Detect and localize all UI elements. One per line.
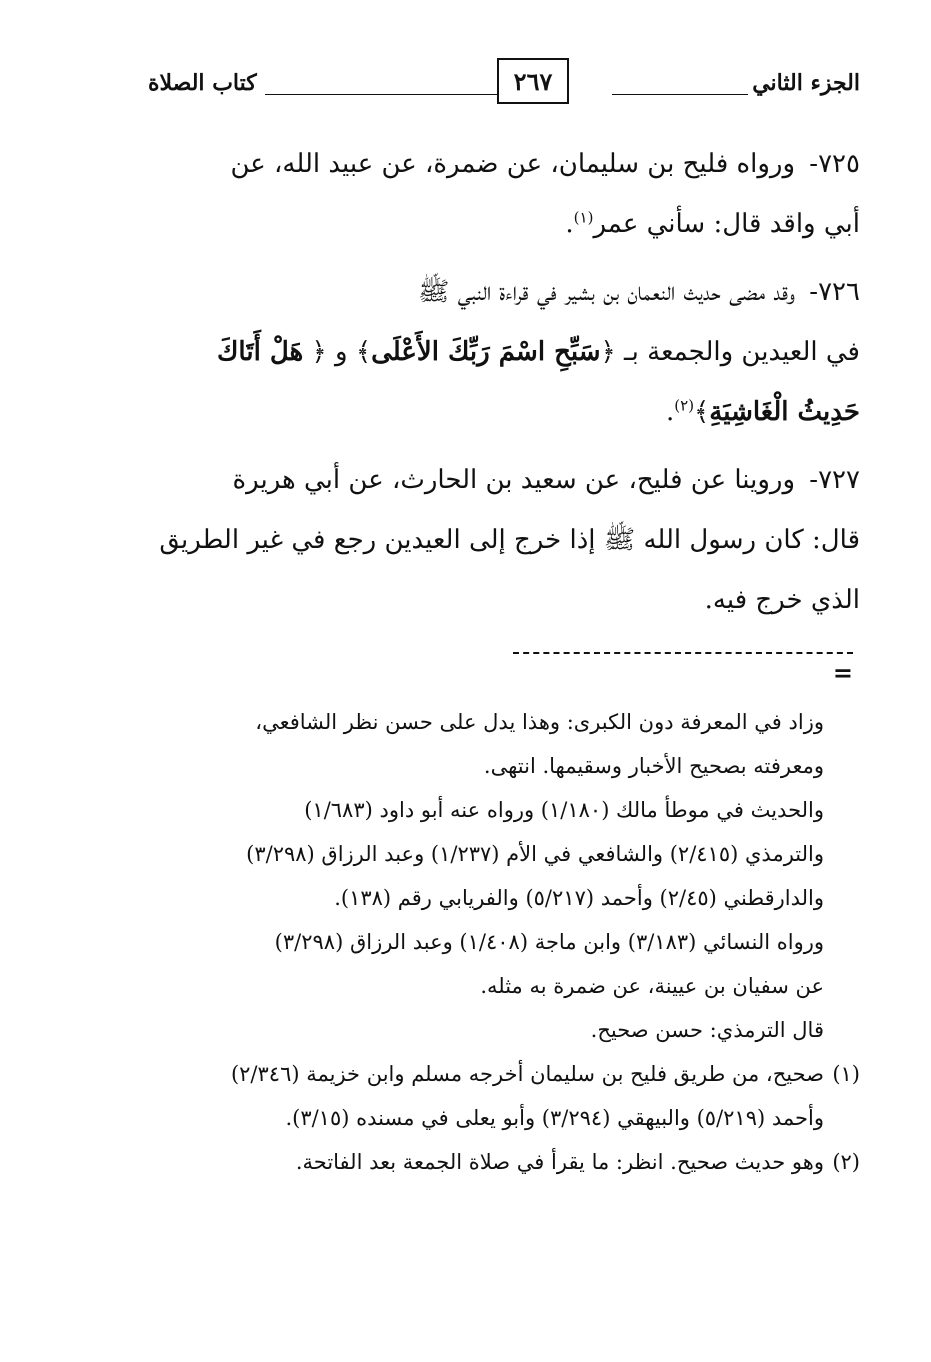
note-line: ورواه النسائي (٣/١٨٣) وابن ماجة (١/٤٠٨) وعبد الرزاق (٣/٢٩٨) (274, 930, 824, 954)
header-rule-left (265, 94, 499, 95)
quran-verse: سَبِّحِ اسْمَ رَبِّكَ الأَعْلَى (371, 337, 601, 367)
footnote-marker: (٢) (832, 1150, 860, 1174)
footnote-text: وهو حديث صحيح. انظر: ما يقرأ في صلاة الجمعة بعد الفاتحة. (295, 1150, 824, 1174)
page-number-box (497, 58, 569, 104)
hadith-text: ﴾ (694, 397, 710, 427)
page-header (120, 56, 860, 112)
footnote-marker: (١) (832, 1062, 860, 1086)
footnote-2 (148, 1140, 860, 1184)
hadith-text: أبي واقد قال: سأني عمر (593, 209, 860, 239)
note-line: والترمذي (٢/٤١٥) والشافعي في الأم (١/٢٣٧) وعبد الرزاق (٣/٢٩٨) (246, 842, 824, 866)
hadith-number: ٧٢٧- (809, 465, 860, 495)
continuation-mark: = (832, 658, 853, 687)
header-rule-right (612, 94, 748, 95)
hadith-text: ﴾ و ﴿ (311, 337, 372, 367)
hadith-text: قال: كان رسول الله ﷺ إذا خرج إلى العيدين رجع في غير الطريق (159, 525, 860, 555)
page-number: ٢٦٧ (513, 66, 553, 96)
hadith-text: الذي خرج فيه. (704, 585, 860, 615)
note-line: عن سفيان بن عيينة، عن ضمرة به مثله. (480, 974, 824, 998)
note-line: قال الترمذي: حسن صحيح. (590, 1018, 824, 1042)
hadith-period: . (666, 397, 675, 427)
footnote-1-continuation: وأحمد (٥/٢١٩) والبيهقي (٣/٢٩٤) وأبو يعلى في مسنده (٣/١٥). (285, 1106, 824, 1130)
hadith-727 (148, 450, 860, 630)
footnote-1 (148, 1052, 860, 1096)
note-line: والحديث في موطأ مالك (١/١٨٠) ورواه عنه أبو داود (١/٦٨٣) (304, 798, 824, 822)
footnote-separator (513, 652, 853, 654)
quran-verse: حَدِيثُ الْغَاشِيَةِ (709, 397, 860, 427)
volume-label: الجزء الثاني (752, 70, 860, 96)
footnote-ref[interactable]: (٢) (674, 396, 695, 415)
chapter-label: كتاب الصلاة (148, 70, 257, 96)
hadith-number: ٧٢٥- (809, 149, 860, 179)
hadith-text: وقد مضى حديث النعمان بن بشير في قراءة النبي ﷺ (418, 277, 796, 307)
hadith-number: ٧٢٦- (809, 277, 860, 307)
note-line: وزاد في المعرفة دون الكبرى: وهذا يدل على حسن نظر الشافعي، (255, 710, 824, 734)
hadith-725 (148, 134, 860, 254)
hadith-text: ورواه فليح بن سليمان، عن ضمرة، عن عبيد الله، عن (230, 149, 796, 179)
hadith-726 (148, 262, 860, 442)
hadith-text: وروينا عن فليح، عن سعيد بن الحارث، عن أبي هريرة (232, 465, 796, 495)
hadith-period: . (565, 209, 574, 239)
main-text (148, 134, 860, 638)
hadith-text: في العيدين والجمعة بـ ﴿ (600, 337, 860, 367)
note-line: والدارقطني (٢/٤٥) وأحمد (٥/٢١٧) والفريابي رقم (١٣٨). (334, 886, 824, 910)
footnotes-area (148, 700, 860, 1184)
footnote-text: صحيح، من طريق فليح بن سليمان أخرجه مسلم وابن خزيمة (٢/٣٤٦) (230, 1062, 824, 1086)
quran-verse: هَلْ أَتَاكَ (217, 337, 304, 367)
footnote-ref[interactable]: (١) (573, 208, 594, 227)
note-line: ومعرفته بصحيح الأخبار وسقيمها. انتهى. (483, 754, 824, 778)
